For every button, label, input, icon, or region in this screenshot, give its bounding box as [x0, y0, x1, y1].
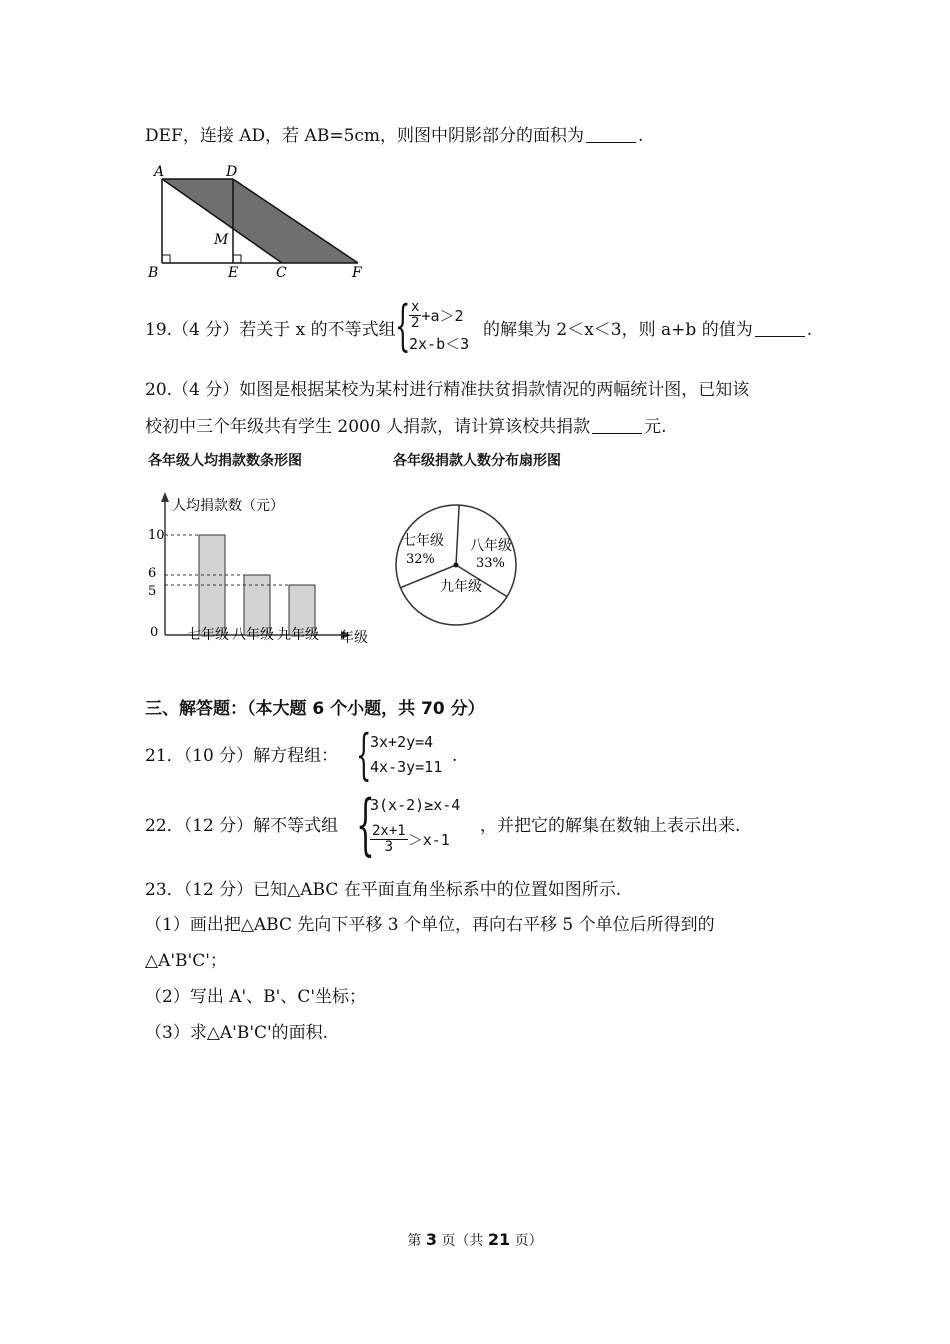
- label-E: E: [228, 265, 239, 281]
- y-axis-label: 人均捐款数（元）: [172, 498, 284, 514]
- footer-pre: 第: [407, 1233, 422, 1249]
- q21-eq1: 3x+2y=4: [370, 733, 434, 751]
- q22-system: [356, 786, 461, 863]
- label-B: B: [148, 265, 159, 281]
- pie-center-dot: [454, 563, 459, 568]
- bar-chart-title: 各年级人均捐款数条形图: [148, 453, 302, 469]
- label-D: D: [226, 164, 238, 180]
- footer-total-pages: 21: [487, 1230, 511, 1249]
- geometry-figure-18: [140, 160, 380, 285]
- x-axis-label: 年级: [340, 630, 368, 646]
- footer-page-number: 3: [425, 1230, 437, 1249]
- q20-answer-blank: [592, 417, 642, 434]
- pie-slice-value-1: 33%: [476, 556, 505, 571]
- q19-eq1-rest: +a＞2: [421, 306, 464, 325]
- q20-line2-post: 元.: [644, 417, 667, 437]
- section3-title: 三、解答题：（本大题 6 个小题，共 70 分）: [145, 699, 485, 719]
- q19-system: [395, 294, 470, 357]
- q19-eq2: 2x-b＜3: [409, 335, 470, 353]
- page-footer: [0, 1230, 950, 1250]
- bar-category-label-1: 八年级: [232, 627, 274, 643]
- q21-system: [356, 723, 443, 786]
- bar-category-label-2: 九年级: [277, 627, 319, 643]
- y-tick-label-0: 10: [148, 528, 165, 543]
- q19-fraction: [409, 300, 421, 331]
- q18-text: [145, 124, 643, 148]
- q21-eq2: 4x-3y=11: [370, 758, 443, 776]
- y-axis-arrow-icon: [161, 492, 169, 502]
- q22-prefix: 22．（12 分）解不等式组: [145, 816, 339, 836]
- q19-answer-blank: [755, 320, 805, 337]
- q20-line1: 20.（4 分）如图是根据某校为某村进行精准扶贫捐款情况的两幅统计图，已知该: [145, 380, 750, 400]
- q22-frac-den: 3: [384, 838, 394, 855]
- bar-category-label-0: 七年级: [187, 627, 229, 643]
- q22-eq2-rest: ＞x-1: [407, 830, 450, 849]
- q23-line5: （3）求△A'B'C'的面积.: [145, 1023, 329, 1043]
- q23-line3: △A'B'C'；: [145, 951, 227, 971]
- q23-line1: 23．（12 分）已知△ABC 在平面直角坐标系中的位置如图所示.: [145, 880, 622, 900]
- brace-icon: {: [356, 786, 375, 863]
- q19-end: .: [806, 320, 813, 340]
- brace-icon: {: [356, 723, 372, 786]
- q18-end: .: [638, 126, 644, 146]
- q19-suffix-line: [483, 318, 812, 342]
- origin-tick-label: 0: [150, 625, 159, 640]
- q20-line2: [145, 415, 666, 439]
- q19-prefix: 19.（4 分）若关于 x 的不等式组: [145, 320, 396, 340]
- q19-suffix: 的解集为 2＜x＜3，则 a+b 的值为: [483, 320, 753, 340]
- q18-answer-blank: [586, 126, 636, 143]
- bar-chart: [140, 490, 380, 655]
- q22-suffix: ，并把它的解集在数轴上表示出来.: [480, 816, 741, 836]
- pie-chart-title: 各年级捐款人数分布扇形图: [393, 453, 561, 469]
- q19-frac-num: x: [411, 298, 420, 315]
- footer-post: 页）: [514, 1233, 543, 1249]
- q22-eq1: 3(x-2)≥x-4: [370, 796, 461, 814]
- q23-line2: （1）画出把△ABC 先向下平移 3 个单位，再向右平移 5 个单位后所得到的: [145, 915, 715, 935]
- pie-slice-label-0: 七年级: [402, 533, 444, 549]
- pie-slice-value-0: 32%: [406, 552, 435, 567]
- q22-frac-num: 2x+1: [372, 822, 406, 839]
- bar-1: [244, 575, 270, 635]
- brace-icon: {: [395, 294, 411, 357]
- label-M: M: [214, 232, 229, 248]
- q19-frac-den: 2: [411, 314, 420, 331]
- pie-slice-label-2: 九年级: [440, 579, 482, 595]
- footer-mid: 页（共: [441, 1233, 484, 1249]
- pie-slice-label-1: 八年级: [470, 538, 512, 554]
- q18-stem: DEF，连接 AD，若 AB=5cm，则图中阴影部分的面积为: [145, 126, 585, 146]
- shaded-region: [162, 179, 358, 263]
- q23-line4: （2）写出 A'、B'、C'坐标；: [145, 987, 367, 1007]
- label-A: A: [154, 164, 165, 180]
- y-tick-label-2: 5: [148, 584, 157, 599]
- label-F: F: [352, 265, 362, 281]
- y-tick-label-1: 6: [148, 566, 157, 581]
- q22-fraction: [370, 824, 408, 855]
- q20-line2-pre: 校初中三个年级共有学生 2000 人捐款，请计算该校共捐款: [145, 417, 591, 437]
- pie-chart: [390, 495, 530, 635]
- q21-end: .: [452, 746, 458, 766]
- label-C: C: [276, 265, 287, 281]
- q21-prefix: 21．（10 分）解方程组：: [145, 746, 339, 766]
